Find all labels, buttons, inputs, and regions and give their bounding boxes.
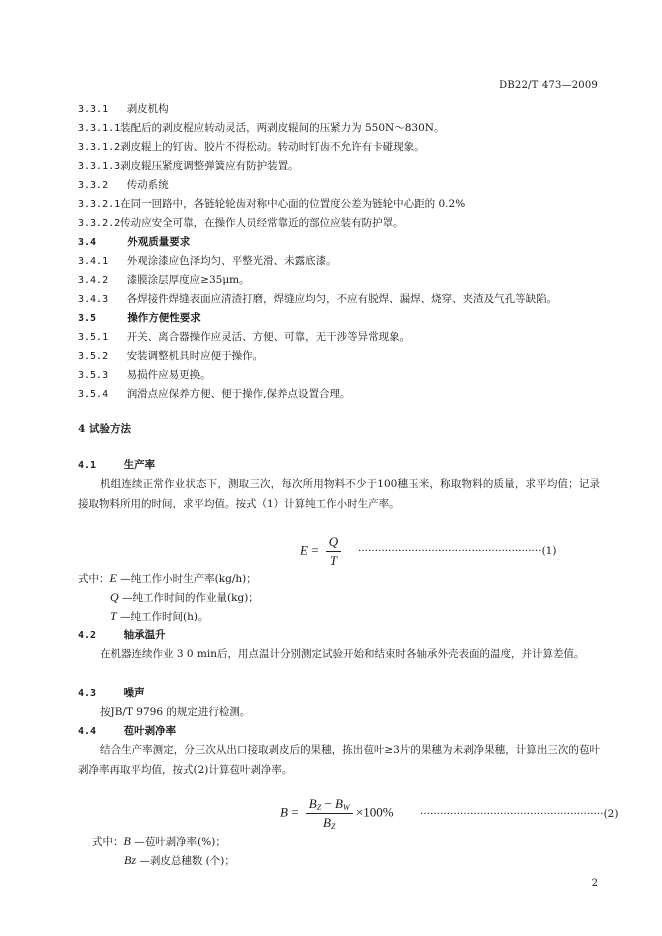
variable-description: —纯工作时间的作业量(kg)； [122, 592, 259, 604]
where-label: 式中： [78, 573, 110, 585]
document-code: DB22/T 473—2009 [499, 80, 598, 91]
clause-3-4-1 [78, 254, 600, 269]
clause-3-3-2 [78, 178, 600, 193]
variable-description: —纯工作时间(h)。 [120, 611, 209, 623]
clause-4-3-paragraph: 按JB/T 9796 的规定进行检测。 [100, 706, 251, 718]
formula-1 [300, 534, 341, 569]
clause-3-3-2-2 [78, 216, 600, 231]
clause-text: 传动应安全可靠，在操作人员经常靠近的部位应装有防护罩。 [120, 217, 404, 229]
clause-text: 外观涂漆应色泽均匀、平整光滑、未露底漆。 [126, 255, 337, 267]
clause-number: 4.4 [78, 726, 97, 737]
formula-equals: = [311, 542, 319, 558]
clause-number: 3.3.1.2 [78, 142, 121, 153]
section-number: 4 [78, 423, 86, 435]
formula-2 [280, 796, 394, 831]
clause-text: 易损件应易更换。 [126, 369, 211, 381]
variable-symbol: Bz [124, 853, 136, 867]
formula-2-where-bz [124, 853, 235, 868]
clause-4-4 [78, 724, 600, 739]
clause-number: 4.2 [78, 630, 97, 641]
clause-text: 剥皮辊压紧度调整弹簧应有防护装置。 [120, 160, 299, 172]
clause-number: 3.3.1.3 [78, 161, 121, 172]
clause-number: 3.3.1.1 [78, 123, 121, 134]
clause-3-3-2-1 [78, 197, 600, 212]
denominator-term: B [323, 815, 331, 830]
numerator-term-a-subscript: Z [316, 803, 322, 812]
clause-3-3-1-3 [78, 159, 600, 174]
section-title: 试验方法 [88, 423, 131, 435]
formula-equals: = [291, 804, 299, 820]
denominator-subscript: Z [330, 822, 336, 831]
clause-4-1-paragraph: 机组连续正常作业状态下，测取三次，每次所用物料不少于100穗玉米，称取物料的质量，求平均值；记录接取物料所用的时间，求平均值。按式（1）计算纯工作小时生产率。 [78, 478, 600, 510]
where-label: 式中： [92, 836, 124, 848]
variable-symbol: E [109, 571, 117, 585]
clause-3-5-1 [78, 330, 600, 345]
leader-dots: ······················································· [420, 808, 604, 820]
variable-description: —剥皮总穗数 (个)； [139, 855, 235, 867]
clause-3-3-1-1 [78, 121, 600, 136]
formula-numerator: Q [326, 534, 341, 552]
formula-numerator [306, 796, 353, 814]
clause-3-4 [78, 235, 600, 250]
variable-symbol: T [110, 609, 117, 623]
clause-number: 3.5.4 [78, 389, 109, 400]
numerator-term-b: B [335, 796, 343, 811]
clause-3-4-3 [78, 292, 600, 307]
clause-text: 润滑点应保养方便、便于操作,保养点设置合理。 [126, 388, 351, 400]
clause-4-1 [78, 458, 600, 473]
clause-text: 漆膜涂层厚度应≥35μm。 [126, 274, 250, 286]
clause-number: 3.3.1 [78, 104, 109, 115]
clause-number: 3.5.1 [78, 332, 109, 343]
clause-text: 在同一回路中，各链轮轮齿对称中心面的位置度公差为链轮中心距的 0.2% [120, 198, 466, 210]
clause-number: 3.3.2.2 [78, 218, 121, 229]
clause-4-3 [78, 686, 600, 701]
clause-number: 4.3 [78, 688, 97, 699]
clause-number: 4.1 [78, 460, 97, 471]
variable-symbol: B [123, 834, 131, 848]
formula-1-where-e [78, 571, 257, 586]
clause-number: 3.4.1 [78, 256, 109, 267]
clause-heading: 操作方便性要求 [127, 312, 201, 324]
clause-number: 3.4.2 [78, 275, 109, 286]
variable-description: —苞叶剥净率(%)； [134, 836, 226, 848]
clause-3-4-2 [78, 273, 600, 288]
clause-3-3-1 [78, 102, 600, 117]
clause-text: 剥皮辊上的钉齿、胶片不得松动。转动时钉齿不允许有卡碰现象。 [120, 141, 425, 153]
formula-number: (2) [603, 808, 619, 820]
formula-lhs: E [300, 542, 308, 558]
clause-number: 3.5.2 [78, 351, 109, 362]
formula-multiplier: ×100% [355, 804, 394, 820]
formula-number: (1) [541, 545, 557, 557]
clause-heading: 外观质量要求 [127, 236, 191, 248]
formula-denominator: T [329, 553, 338, 568]
clause-heading: 噪声 [123, 687, 145, 699]
clause-number: 3.3.2 [78, 180, 109, 191]
clause-heading: 剥皮机构 [126, 103, 169, 115]
numerator-term-a: B [308, 796, 317, 811]
variable-symbol: Q [110, 590, 119, 604]
formula-denominator [306, 814, 353, 831]
clause-number: 3.4.3 [78, 294, 109, 305]
clause-3-5-2 [78, 349, 600, 364]
clause-number: 3.5 [78, 313, 97, 324]
clause-text: 装配后的剥皮棍应转动灵活，两剥皮辊间的压紧力为 550N～830N。 [120, 122, 445, 134]
clause-heading: 苞叶剥净率 [123, 725, 177, 737]
formula-fraction [306, 796, 353, 831]
clause-number: 3.4 [78, 237, 97, 248]
clause-3-3-1-2 [78, 140, 600, 155]
clause-4-4-paragraph: 结合生产率测定，分三次从出口接取剥皮后的果穗，拣出苞叶≥3片的果穗为未剥净果穗，计算出三次的苞叶剥净率再取平均值，按式(2)计算苞叶剥净率。 [78, 744, 600, 776]
clause-3-5 [78, 311, 600, 326]
variable-description: —纯工作小时生产率(kg/h)； [120, 573, 257, 585]
clause-3-5-4 [78, 387, 600, 402]
minus-sign: − [324, 796, 332, 811]
section-4-heading [78, 422, 600, 436]
formula-lhs: B [280, 804, 288, 820]
clause-4-2 [78, 628, 600, 643]
formula-1-leader [358, 545, 556, 557]
clause-number: 3.3.2.1 [78, 199, 121, 210]
formula-1-where-q [110, 590, 259, 605]
numerator-term-b-subscript: W [343, 803, 350, 812]
clause-text: 安装调整机具时应便于操作。 [126, 350, 264, 362]
formula-2-leader [420, 808, 618, 820]
clause-heading: 传动系统 [126, 179, 169, 191]
page-number: 2 [591, 878, 598, 889]
clause-heading: 生产率 [123, 459, 156, 471]
formula-1-where-t [110, 609, 209, 624]
clause-4-2-paragraph: 在机器连续作业 3 0 min后，用点温计分别测定试验开始和结束时各轴承外壳表面的温度，并计算差值。 [100, 648, 585, 660]
clause-3-5-3 [78, 368, 600, 383]
clause-text: 开关、离合器操作应灵活、方便、可靠，无干涉等异常现象。 [126, 331, 411, 343]
leader-dots: ······················································· [358, 545, 542, 557]
clause-number: 3.5.3 [78, 370, 109, 381]
formula-2-where-b [92, 834, 226, 849]
formula-fraction [326, 534, 341, 569]
clause-text: 各焊接件焊缝表面应清渣打磨，焊缝应均匀，不应有脱焊、漏焊、烧穿、夹渣及气孔等缺陷。 [126, 293, 558, 305]
clause-heading: 轴承温升 [123, 629, 166, 641]
